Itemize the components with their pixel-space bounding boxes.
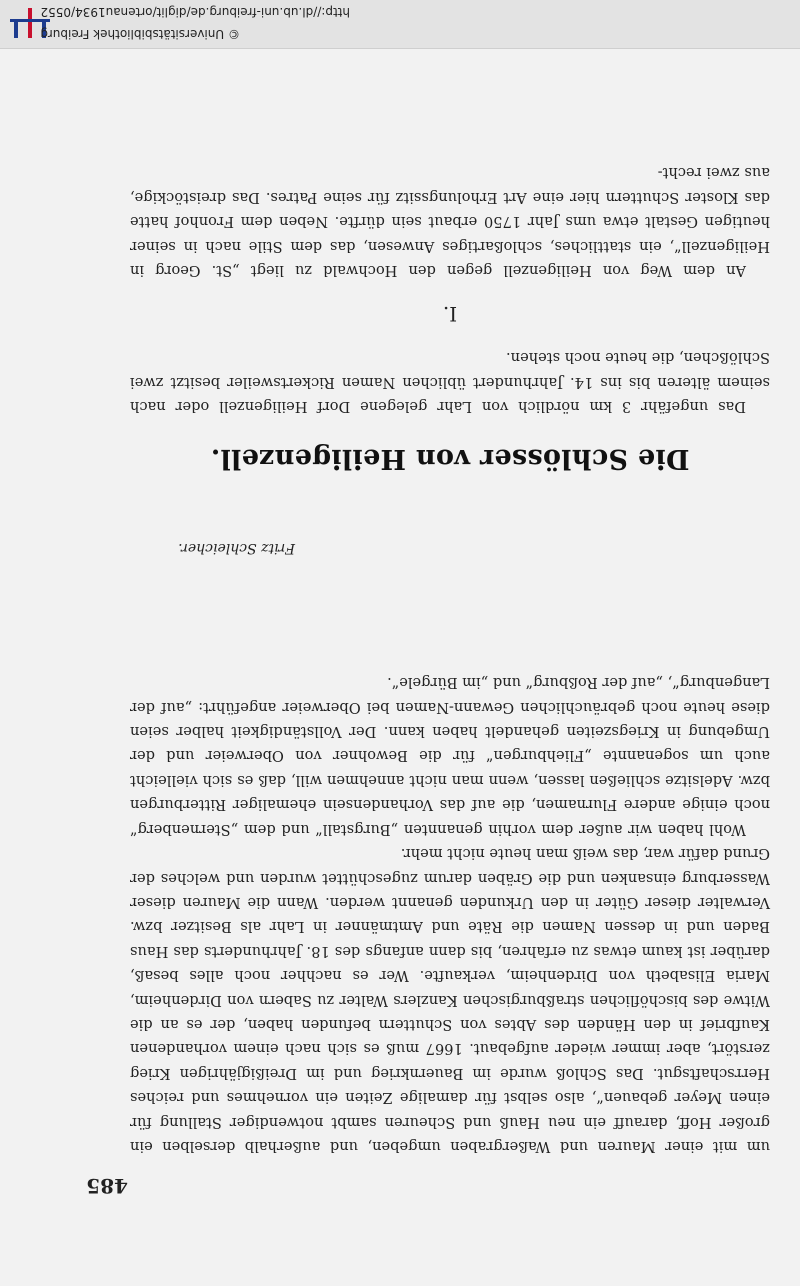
paragraph-1: um mit einer Mauren und Waßergraben umgeben, und außerhalb derselben ein großer Hoff, darauff ein neu Hauß und Scheuren sambt notwendiger Stallung für einen Meyer gebauen“, also selbst für damalige Zeiten ein vornehmes und reiches Herrschaftsgut. Das Schloß wurde im Bauernkrieg und im Dreißigjährigen Krieg zerstört, aber immer wieder aufgebaut. 1667 muß es sich nach einem vorhandenen Kaufbrief in den Händen des Abtes von Schuttern befunden haben, der es an die Witwe des bischöflichen straßburgischen Kanzlers Walter zu Sabern von Dirdenheim, Maria Elisabeth von Dirdenheim, verkaufte. Wer es nachher noch alles besaß, darüber ist kaum etwas zu erfahren, bis dann anfangs des 18. Jahrhunderts das Haus Baden und in dessen Namen die Räte und Amtmänner in Lahr als Besitzer bzw. Verwalter dieser Güter in den Urkunden genannt werden. Wann die Mauren dieser Wasserburg einsanken und die Gräben darum zugeschüttet wurden und welches der Grund dafür war, das weiß man heute nicht mehr.: [130, 845, 770, 1155]
copyright-text: © Universitätsbibliothek Freiburg: [40, 27, 240, 41]
paragraph-3: An dem Weg von Heiligenzell gegen den Hochwald zu liegt „St. Georg in Heiligenzell“, ein stattliches, schloßartiges Anwesen, das dem Stile nach in seiner heutigen Gestalt etwa ums Jahr 1750 erbaut sein dürfte. Neben dem Fronhof hatte das Kloster Schuttern hier eine Art Erholungssitz für seine Patres. Das dreistöckige, aus zwei recht-: [130, 164, 770, 279]
intro-block: [130, 345, 770, 418]
article-title: Die Schlösser von Heiligenzell.: [210, 443, 690, 474]
author-name: Fritz Schleicher.: [178, 540, 295, 556]
body-text-top: [130, 670, 770, 1158]
page-number: 485: [86, 1174, 128, 1198]
body-text-bottom: [130, 160, 770, 282]
library-header-bar: [0, 0, 800, 49]
paragraph-2: Wohl haben wir außer dem vorhin genannten „Burgstall“ und dem „Sternenberg“ noch einige andere Flurnamen, die auf das Vorhandensein ehemaliger Ritterburgen bzw. Adelsitze schließen lassen, wenn man nicht annehmen will, daß es sich vielleicht auch um sogenannte „Fliehburgen“ für die Bewohner von Oberweier und der Umgebung in Kriegszeiten gehandelt haben kann. Der Vollständigkeit halber seien diese heute noch gebräuchlichen Gewann-Namen bei Oberweier angeführt: „auf der Langenburg“, „auf der Roßburg“ und „im Bürgele“.: [130, 674, 770, 838]
source-url[interactable]: http://dl.ub.uni-freiburg.de/diglit/ortenau1934/0552: [40, 5, 350, 19]
intro-paragraph: Das ungefähr 3 km nördlich von Lahr gelegene Dorf Heiligenzell oder nach seinem älteren bis ins 14. Jahrhundert üblichen Namen Rickertsweiler besitzt zwei Schlößchen, die heute noch stehen.: [130, 349, 770, 415]
section-number: I.: [442, 302, 458, 326]
